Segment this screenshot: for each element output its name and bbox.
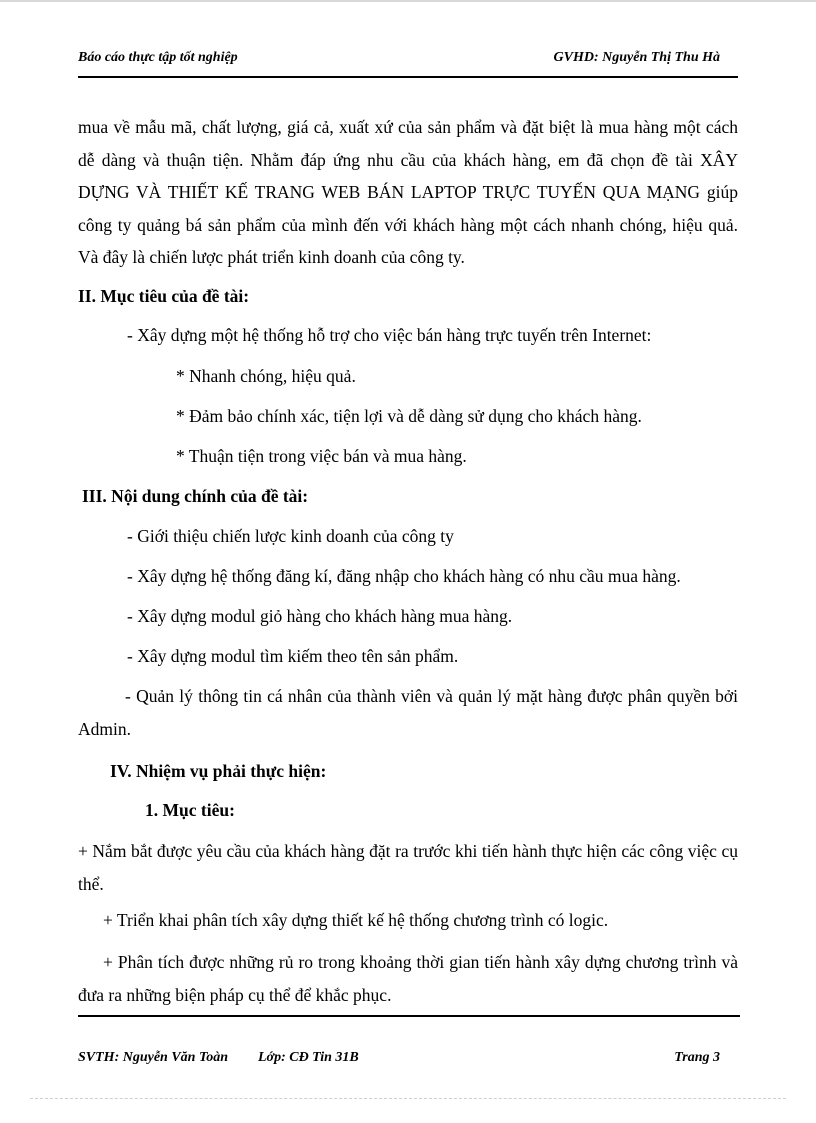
section2-subitem: * Nhanh chóng, hiệu quả. (176, 366, 356, 386)
page-header (78, 46, 738, 78)
section3-last-item: - Quản lý thông tin cá nhân của thành viên và quản lý mặt hàng được phân quyền bởi Admin. (78, 686, 738, 739)
section2-bullet: - Xây dựng một hệ thống hỗ trợ cho việc bán hàng trực tuyến trên Internet: (127, 325, 652, 345)
footer-student: SVTH: Nguyễn Văn Toàn (78, 1050, 229, 1065)
page-edge (30, 1098, 786, 1099)
section3-item: - Xây dựng hệ thống đăng kí, đăng nhập cho khách hàng có nhu cầu mua hàng. (127, 566, 681, 586)
section2-heading: II. Mục tiêu của đề tài: (78, 286, 250, 306)
footer-page-number: Trang 3 (674, 1050, 720, 1065)
footer-class: Lớp: CĐ Tin 31B (258, 1050, 359, 1065)
section3-item: - Xây dựng modul tìm kiếm theo tên sản phẩm. (127, 646, 459, 666)
footer-rule (78, 1015, 740, 1017)
page-edge (0, 0, 816, 2)
section2-subitem: * Thuận tiện trong việc bán và mua hàng. (176, 446, 467, 466)
section3-heading: III. Nội dung chính của đề tài: (82, 486, 309, 506)
section2-subitem: * Đảm bảo chính xác, tiện lợi và dễ dàng sử dụng cho khách hàng. (176, 406, 642, 426)
section4-heading: IV. Nhiệm vụ phải thực hiện: (110, 761, 327, 781)
section4-para3: + Phân tích được những rủ ro trong khoảng thời gian tiến hành xây dựng chương trình và đưa ra những biện pháp cụ thể để khắc phục. (78, 952, 738, 1005)
section4-para1: + Nắm bắt được yêu cầu của khách hàng đặt ra trước khi tiến hành thực hiện các công việc cụ thể. (78, 841, 738, 894)
section4-para2: + Triển khai phân tích xây dựng thiết kế hệ thống chương trình có logic. (103, 910, 609, 930)
section3-item: - Xây dựng modul giỏ hàng cho khách hàng mua hàng. (127, 606, 513, 626)
header-supervisor: GVHD: Nguyễn Thị Thu Hà (553, 50, 720, 65)
header-report-title: Báo cáo thực tập tốt nghiệp (78, 50, 238, 65)
section4-subheading: 1. Mục tiêu: (145, 800, 235, 820)
section3-item: - Giới thiệu chiến lược kinh doanh của công ty (127, 526, 454, 546)
intro-paragraph: mua về mẫu mã, chất lượng, giá cả, xuất xứ của sản phẩm và đặt biệt là mua hàng một cách dễ dàng và thuận tiện. Nhằm đáp ứng nhu cầu của khách hàng, em đã chọn đề tài XÂY DỰNG VÀ THIẾT KẾ TRANG WEB BÁN LAPTOP TRỰC TUYẾN QUA MẠNG giúp công ty quảng bá sản phẩm của mình đến với khách hàng một cách nhanh chóng, hiệu quả. Và đây là chiến lược phát triển kinh doanh của công ty. (78, 117, 738, 267)
